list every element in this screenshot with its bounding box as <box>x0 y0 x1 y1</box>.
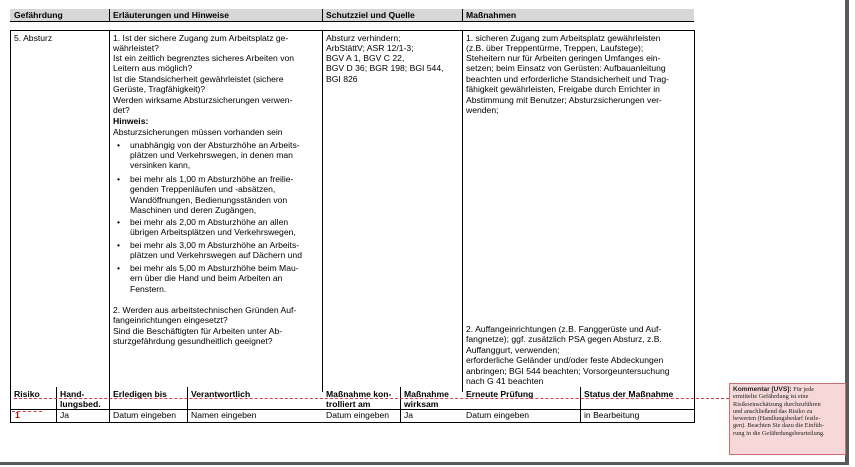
header-kontrolliert: Maßnahme kon- <box>326 389 392 399</box>
header-handlungsbedarf-2: lungsbed. <box>60 399 101 409</box>
comment-line: Risikoeinschätzung durchzuführen <box>733 400 821 408</box>
responsible-field[interactable]: Namen eingeben <box>191 410 257 420</box>
checked-date-field[interactable]: Datum eingeben <box>326 410 390 420</box>
header-massnahmen: Maßnahmen <box>466 10 517 20</box>
bullet-continuation: plätzen und Verkehrswegen, in denen man <box>130 150 293 160</box>
header-erlaeuterungen: Erläuterungen und Hinweise <box>113 10 230 20</box>
table-bottom-rule <box>10 422 695 423</box>
bullet-item: • bei mehr als 1,00 m Absturzhöhe an freilie- <box>130 174 293 184</box>
bullet-continuation: ern über die Hand und beim Arbeiten an <box>130 273 283 283</box>
question-1-line: Werden wirksame Absturzsicherungen verwen- <box>113 95 293 105</box>
hint-label: Hinweis: <box>113 116 149 126</box>
comment-connector <box>14 398 729 399</box>
header-erneute-pruefung: Erneute Prüfung <box>466 389 534 399</box>
measure-1-line: Abstimmung mit Benutzer; Absturzsicherungen ver- <box>466 95 662 105</box>
col-sep-2 <box>322 30 323 392</box>
table-right-border <box>694 30 695 423</box>
header-sep-3 <box>462 9 463 21</box>
col-sep-thin-a <box>56 387 57 423</box>
measure-2-line: erforderliche Geländer und/oder feste Abdeckungen <box>466 355 664 365</box>
question-1-line: Ist ein zeitlich begrenztes sicheres Arbeiten von <box>113 53 295 63</box>
measure-1-line: (z.B. über Treppentürme, Treppen, Laufstege); <box>466 43 644 53</box>
comment-title: Kommentar [UVS]: <box>733 386 792 393</box>
col-sep-thin-c <box>400 387 401 423</box>
measure-2-line: fangnetze); ggf. zusätzlich PSA gegen Absturz, z.B. <box>466 334 662 344</box>
risk-value[interactable]: 1 <box>15 410 20 420</box>
header-wirksam-2: wirksam <box>404 399 439 409</box>
bullet-continuation: plätzen und Verkehrswegen auf Dächern und <box>130 250 302 260</box>
question-1-line: 1. Ist der sichere Zugang zum Arbeitsplatz ge- <box>113 33 289 43</box>
measure-1-line: wenden; <box>466 105 499 115</box>
bullet-item: • bei mehr als 5,00 m Absturzhöhe beim Mau- <box>130 263 299 273</box>
header-kontrolliert-2: trolliert am <box>326 399 371 409</box>
measure-1-line: setzen; beim Einsatz von Gerüsten: Aufbauanleitung <box>466 63 666 73</box>
question-1-line: währleistet? <box>113 43 159 53</box>
header-status: Status der Maßnahme <box>584 389 674 399</box>
source-line: BGI 826 <box>326 74 358 84</box>
comment-line: und anschließend das Risiko zu <box>733 407 813 415</box>
measure-1-line: Steheitern nur für Arbeiten geringen Umfanges ein- <box>466 53 661 63</box>
measure-2-line: anbringen; BGI 544 beachten; Vorsorgeuntersuchung <box>466 366 670 376</box>
due-date-field[interactable]: Datum eingeben <box>113 410 177 420</box>
header-verantwortlich: Verantwortlich <box>191 389 251 399</box>
question-2-line: Sind die Beschäftigten für Arbeiten unter Ab- <box>113 326 283 336</box>
comment-line: bewerten (Handlungsbedarf festle- <box>733 415 821 423</box>
comment-line: gen). Beachten Sie dazu die Einfüh- <box>733 422 824 430</box>
question-2-line: 2. Werden aus arbeitstechnischen Gründen Auf- <box>113 305 297 315</box>
review-comment[interactable] <box>729 383 846 455</box>
review-date-field[interactable]: Datum eingeben <box>466 410 530 420</box>
measure-1-line: 1. sicheren Zugang zum Arbeitsplatz gewährleisten <box>466 33 661 43</box>
comment-line: rung in die Gefährdungsbeurteilung. <box>733 429 825 437</box>
hazard-label: 5. Absturz <box>14 33 53 43</box>
header-schutzziel: Schutzziel und Quelle <box>326 10 415 20</box>
question-1-line: Leitern aus möglich? <box>113 63 193 73</box>
bullet-continuation: Fenstern. <box>130 284 167 294</box>
question-1-line: Ist die Standsicherheit gewährleistet (sichere <box>113 74 284 84</box>
col-sep-thin-d <box>580 387 581 423</box>
measure-2-line: nach G 41 beachten <box>466 376 544 386</box>
source-line: BGV D 36; BGR 198; BGI 544, <box>326 63 444 73</box>
effective-value[interactable]: Ja <box>404 410 414 420</box>
bullet-continuation: genden Treppenläufen und -absätzen, <box>130 184 276 194</box>
header-gefaehrdung: Gefährdung <box>14 10 63 20</box>
status-value[interactable]: in Bearbeitung <box>584 410 640 420</box>
source-line: BGV A 1, BGV C 22, <box>326 53 405 63</box>
col-sep-1 <box>109 30 110 423</box>
comment-line: ermittelte Gefährdung ist eine <box>733 393 809 401</box>
bullet-item: • bei mehr als 2,00 m Absturzhöhe an allen <box>130 217 288 227</box>
header-rule <box>10 21 694 22</box>
col-sep-thin-b <box>187 387 188 423</box>
bullet-continuation: übrigen Arbeitsplätzen und Verkehrswegen, <box>130 227 296 237</box>
hint-text: Absturzsicherungen müssen vorhanden sein <box>113 127 283 137</box>
header-handlungsbedarf: Hand- <box>60 389 85 399</box>
need-value[interactable]: Ja <box>60 410 70 420</box>
question-2-line: sturzgefährdung gesundheitlich geeignet? <box>113 336 273 346</box>
header-erledigen-bis: Erledigen bis <box>113 389 167 399</box>
bullet-continuation: Maschinen und deren Zugängen, <box>130 205 257 215</box>
question-1-line: det? <box>113 105 130 115</box>
question-1-line: Gerüste, Tragfähigkeit)? <box>113 84 206 94</box>
header-sep-2 <box>322 9 323 21</box>
measure-2-line: Auffanggurt, verwenden; <box>466 345 560 355</box>
bullet-continuation: versinken kann, <box>130 160 191 170</box>
measure-2-line: 2. Auffangeinrichtungen (z.B. Fanggerüste und Auf- <box>466 324 662 334</box>
col-sep-3 <box>462 30 463 392</box>
header-risiko: Risiko <box>14 389 40 399</box>
bullet-item: • unabhängig von der Absturzhöhe an Arbeits- <box>130 140 300 150</box>
bullet-continuation: Wandöffnungen, Bedienungsständen von <box>130 195 288 205</box>
measure-1-line: fähigkeit gewährleisten, Freigabe durch Errichter in <box>466 84 660 94</box>
source-line: ArbStättV; ASR 12/1-3; <box>326 43 414 53</box>
source-line: Absturz verhindern; <box>326 33 401 43</box>
comment-line: Für jede <box>791 386 815 393</box>
bullet-item: • bei mehr als 3,00 m Absturzhöhe an Arbeits- <box>130 240 299 250</box>
question-2-line: fangeinrichtungen eingesetzt? <box>113 315 228 325</box>
header-sep-1 <box>109 9 110 21</box>
measure-1-line: beachten und erforderliche Standsicherheit und Trag- <box>466 74 670 84</box>
table-top-rule <box>10 30 695 31</box>
table-left-border <box>10 30 11 423</box>
header-wirksam: Maßnahme <box>404 389 449 399</box>
